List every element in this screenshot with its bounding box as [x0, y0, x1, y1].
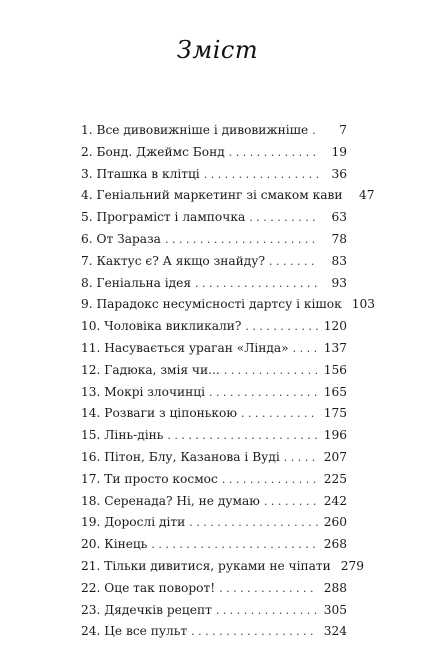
- toc-entry: [81, 276, 347, 298]
- toc-entry-title: 13. Мокрі злочинці: [81, 384, 206, 399]
- toc-entry-title: 12. Гадюка, змія чи...: [81, 362, 220, 377]
- toc-entry-page-number: 7: [339, 123, 347, 137]
- toc-entry-page-number: 165: [323, 384, 347, 399]
- toc-dot-leader: [229, 146, 319, 159]
- toc-entry-page-number: 225: [323, 471, 347, 486]
- toc-dot-leader: [209, 386, 318, 399]
- toc-entry-page-number: 207: [323, 449, 347, 464]
- toc-entry-title: 10. Чоловіка викликали?: [81, 319, 242, 334]
- toc-entry: [81, 210, 347, 232]
- toc-entry-title: 5. Програміст і лампочка: [81, 210, 246, 225]
- toc-entry-page-number: 137: [323, 340, 347, 355]
- toc-entry: [81, 581, 347, 603]
- toc-entry-page-number: 93: [331, 275, 347, 290]
- toc-entry: [81, 515, 347, 537]
- toc-dot-leader: [167, 429, 317, 442]
- toc-entry-title: 20. Кінець: [81, 537, 148, 552]
- toc-entry-page-number: 78: [331, 231, 347, 246]
- toc-entry: [81, 167, 347, 189]
- toc-entry: [81, 363, 347, 385]
- toc-dot-leader: [249, 211, 319, 224]
- toc-entry-page-number: 175: [323, 406, 347, 421]
- toc-dot-leader: [219, 582, 318, 595]
- toc-entry-page-number: 305: [323, 602, 347, 617]
- toc-entry: [81, 537, 347, 559]
- toc-entry-title: 22. Оце так поворот!: [81, 580, 216, 595]
- toc-entry: [81, 341, 347, 363]
- toc-entry-title: 18. Серенада? Ні, не думаю: [81, 493, 260, 508]
- table-of-contents: [81, 123, 375, 646]
- toc-entry-page-number: 279: [340, 558, 365, 573]
- toc-entry-title: 14. Розваги з ціпонькою: [81, 406, 237, 421]
- toc-entry-title: 17. Ти просто космос: [81, 471, 218, 486]
- toc-entry-title: 11. Насувається ураган «Лінда»: [81, 340, 289, 355]
- toc-entry: [81, 558, 365, 581]
- toc-entry-page-number: 19: [331, 144, 347, 159]
- toc-entry: [81, 145, 347, 167]
- toc-entry-page-number: 196: [323, 428, 347, 443]
- toc-dot-leader: [195, 277, 319, 290]
- toc-entry-title: 7. Кактус є? А якщо знайду?: [81, 253, 265, 268]
- toc-entry: [81, 472, 347, 494]
- toc-dot-leader: [264, 495, 318, 508]
- toc-entry: [81, 254, 347, 276]
- toc-entry: [81, 385, 347, 407]
- toc-entry-title: 21. Тільки дивитися, руками не чіпати: [81, 558, 331, 573]
- toc-entry: [81, 406, 347, 428]
- toc-entry-page-number: 103: [351, 297, 375, 312]
- toc-dot-leader: [191, 625, 318, 638]
- toc-entry-title: 19. Дорослі діти: [81, 515, 186, 530]
- toc-entry-title: 24. Це все пульт: [81, 624, 188, 639]
- toc-entry: [81, 494, 347, 516]
- toc-entry-page-number: 156: [323, 362, 347, 377]
- toc-entry-title: 2. Бонд. Джеймс Бонд: [81, 144, 225, 159]
- toc-entry: [81, 450, 347, 472]
- toc-entry-title: 16. Пітон, Блу, Казанова і Вуді: [81, 449, 280, 464]
- toc-entry: [81, 603, 347, 625]
- toc-entry-title: 6. От Зараза: [81, 231, 161, 246]
- toc-dot-leader: [216, 604, 318, 617]
- toc-dot-leader: [165, 233, 319, 246]
- toc-dot-leader: [293, 342, 318, 355]
- toc-dot-leader: [222, 473, 318, 486]
- toc-dot-leader: [189, 516, 317, 529]
- page-title: Зміст: [176, 36, 259, 64]
- toc-dot-leader: [312, 124, 319, 137]
- toc-entry-title: 3. Пташка в клітці: [81, 166, 200, 181]
- toc-entry-title: 8. Геніальна ідея: [81, 275, 192, 290]
- toc-entry-title: 23. Дядечків рецепт: [81, 602, 212, 617]
- toc-entry-page-number: 47: [358, 188, 375, 203]
- toc-entry-page-number: 120: [323, 319, 347, 334]
- toc-entry: [81, 232, 347, 254]
- toc-entry-title: 4. Геніальний маркетинг зі смаком кави: [81, 188, 343, 203]
- toc-entry-page-number: 268: [323, 537, 347, 552]
- toc-entry-page-number: 242: [323, 493, 347, 508]
- toc-dot-leader: [204, 168, 319, 181]
- toc-entry-title: 15. Лінь-дінь: [81, 428, 164, 443]
- toc-dot-leader: [245, 320, 317, 333]
- toc-entry-title: 9. Парадокс несумісності дартсу і кішок: [81, 297, 342, 312]
- toc-entry: [81, 297, 375, 319]
- toc-entry: [81, 428, 347, 450]
- toc-entry: [81, 319, 347, 341]
- toc-entry-page-number: 260: [323, 515, 347, 530]
- toc-entry: [81, 188, 375, 210]
- toc-dot-leader: [284, 451, 318, 464]
- toc-entry-page-number: 36: [331, 166, 347, 181]
- toc-entry-title: 1. Все дивовижніше і дивовижніше: [81, 123, 309, 137]
- toc-entry-page-number: 83: [331, 253, 347, 268]
- toc-dot-leader: [224, 364, 318, 377]
- toc-dot-leader: [241, 407, 318, 420]
- toc-entry: [81, 123, 347, 145]
- toc-entry-page-number: 324: [323, 624, 347, 639]
- toc-dot-leader: [269, 255, 319, 268]
- toc-entry: [81, 624, 347, 646]
- toc-entry-page-number: 63: [331, 210, 347, 225]
- toc-dot-leader: [151, 538, 317, 551]
- toc-entry-page-number: 288: [323, 580, 347, 595]
